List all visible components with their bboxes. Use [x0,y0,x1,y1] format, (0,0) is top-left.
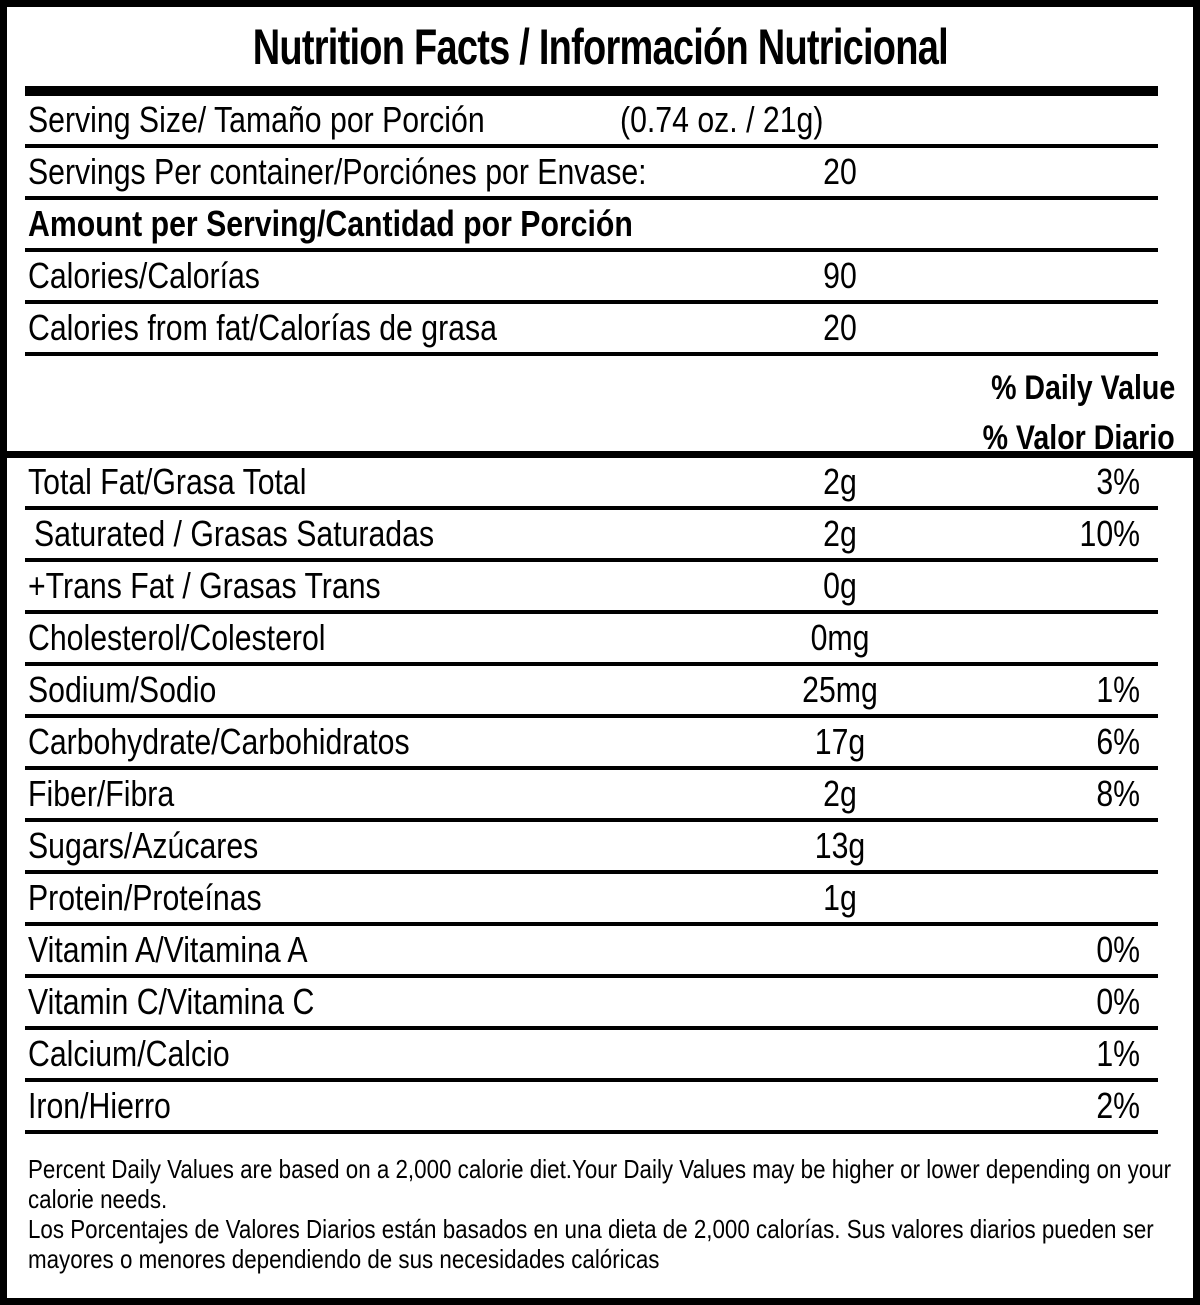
row-label: Calories from fat/Calorías de grasa [28,307,497,348]
footnote [25,1134,1173,1274]
table-row [25,770,1158,822]
row-label: Vitamin C/Vitamina C [28,981,315,1022]
row-amount: 2g [823,513,857,554]
row-amount: 2g [823,773,857,814]
row-label: Calories/Calorías [28,255,260,296]
row-amount: 0g [823,565,857,606]
row-percent: 3% [1096,461,1140,502]
row-label: Total Fat/Grasa Total [28,461,307,502]
table-row [25,1082,1158,1134]
table-row [25,822,1158,874]
row-amount: 20 [823,151,857,192]
table-row [25,978,1158,1030]
row-amount: 0mg [810,617,870,658]
table-row [25,874,1158,926]
table-row [25,718,1158,770]
table-row [25,148,1158,200]
nutrient-rows [25,458,1158,1134]
row-label: Sugars/Azúcares [28,825,259,866]
row-amount: 90 [823,255,857,296]
row-amount: 17g [814,721,866,762]
daily-value-label-es: % Valor Diario [982,419,1175,457]
footnote-line: Percent Daily Values are based on a 2,000 calorie diet.Your Daily Values may be higher or lower depending on your [28,1154,1172,1184]
row-label: Calcium/Calcio [28,1033,230,1074]
table-row [25,96,1158,148]
table-row [25,666,1158,718]
row-percent: 10% [1079,513,1140,554]
table-row [25,458,1158,510]
row-percent: 8% [1096,773,1140,814]
table-row [25,200,1158,252]
daily-value-label-en: % Daily Value [990,369,1175,407]
row-label: Amount per Serving/Cantidad por Porción [28,203,633,244]
row-percent: 1% [1096,1033,1140,1074]
table-row [25,926,1158,978]
row-amount: 1g [823,877,857,918]
row-percent: 1% [1096,669,1140,710]
table-row [25,614,1158,666]
row-label: Servings Per container/Porciónes por Envase: [28,151,647,192]
footnote-line: calorie needs. [28,1184,168,1214]
row-amount: 25mg [802,669,878,710]
table-row [25,1030,1158,1082]
title-row [7,7,1193,86]
row-label: Saturated / Grasas Saturadas [34,513,435,554]
row-label: Serving Size/ Tamaño por Porción [28,99,485,140]
daily-value-header [7,356,1193,458]
row-amount: 20 [823,307,857,348]
row-percent: 0% [1096,929,1140,970]
serving-info-rows [25,96,1158,356]
row-label: Protein/Proteínas [28,877,262,918]
row-amount: (0.74 oz. / 21g) [620,99,824,140]
row-amount: 2g [823,461,857,502]
footnote-line: mayores o menores dependiendo de sus necesidades calóricas [28,1244,660,1274]
footnote-line: Los Porcentajes de Valores Diarios están basados en una dieta de 2,000 calorías. Sus valores diarios pueden ser [28,1214,1154,1244]
table-row [25,562,1158,614]
row-label: +Trans Fat / Grasas Trans [28,565,381,606]
row-label: Sodium/Sodio [28,669,217,710]
title-separator-bar [25,86,1158,96]
table-row [25,304,1158,356]
row-label: Cholesterol/Colesterol [28,617,326,658]
row-percent: 6% [1096,721,1140,762]
row-label: Carbohydrate/Carbohidratos [28,721,410,762]
table-row [25,510,1158,562]
row-label: Fiber/Fibra [28,773,175,814]
row-percent: 0% [1096,981,1140,1022]
table-row [25,252,1158,304]
page-title: Nutrition Facts / Información Nutricional [252,18,948,75]
row-percent: 2% [1096,1085,1140,1126]
row-label: Vitamin A/Vitamina A [28,929,308,970]
row-amount: 13g [814,825,866,866]
row-label: Iron/Hierro [28,1085,171,1126]
